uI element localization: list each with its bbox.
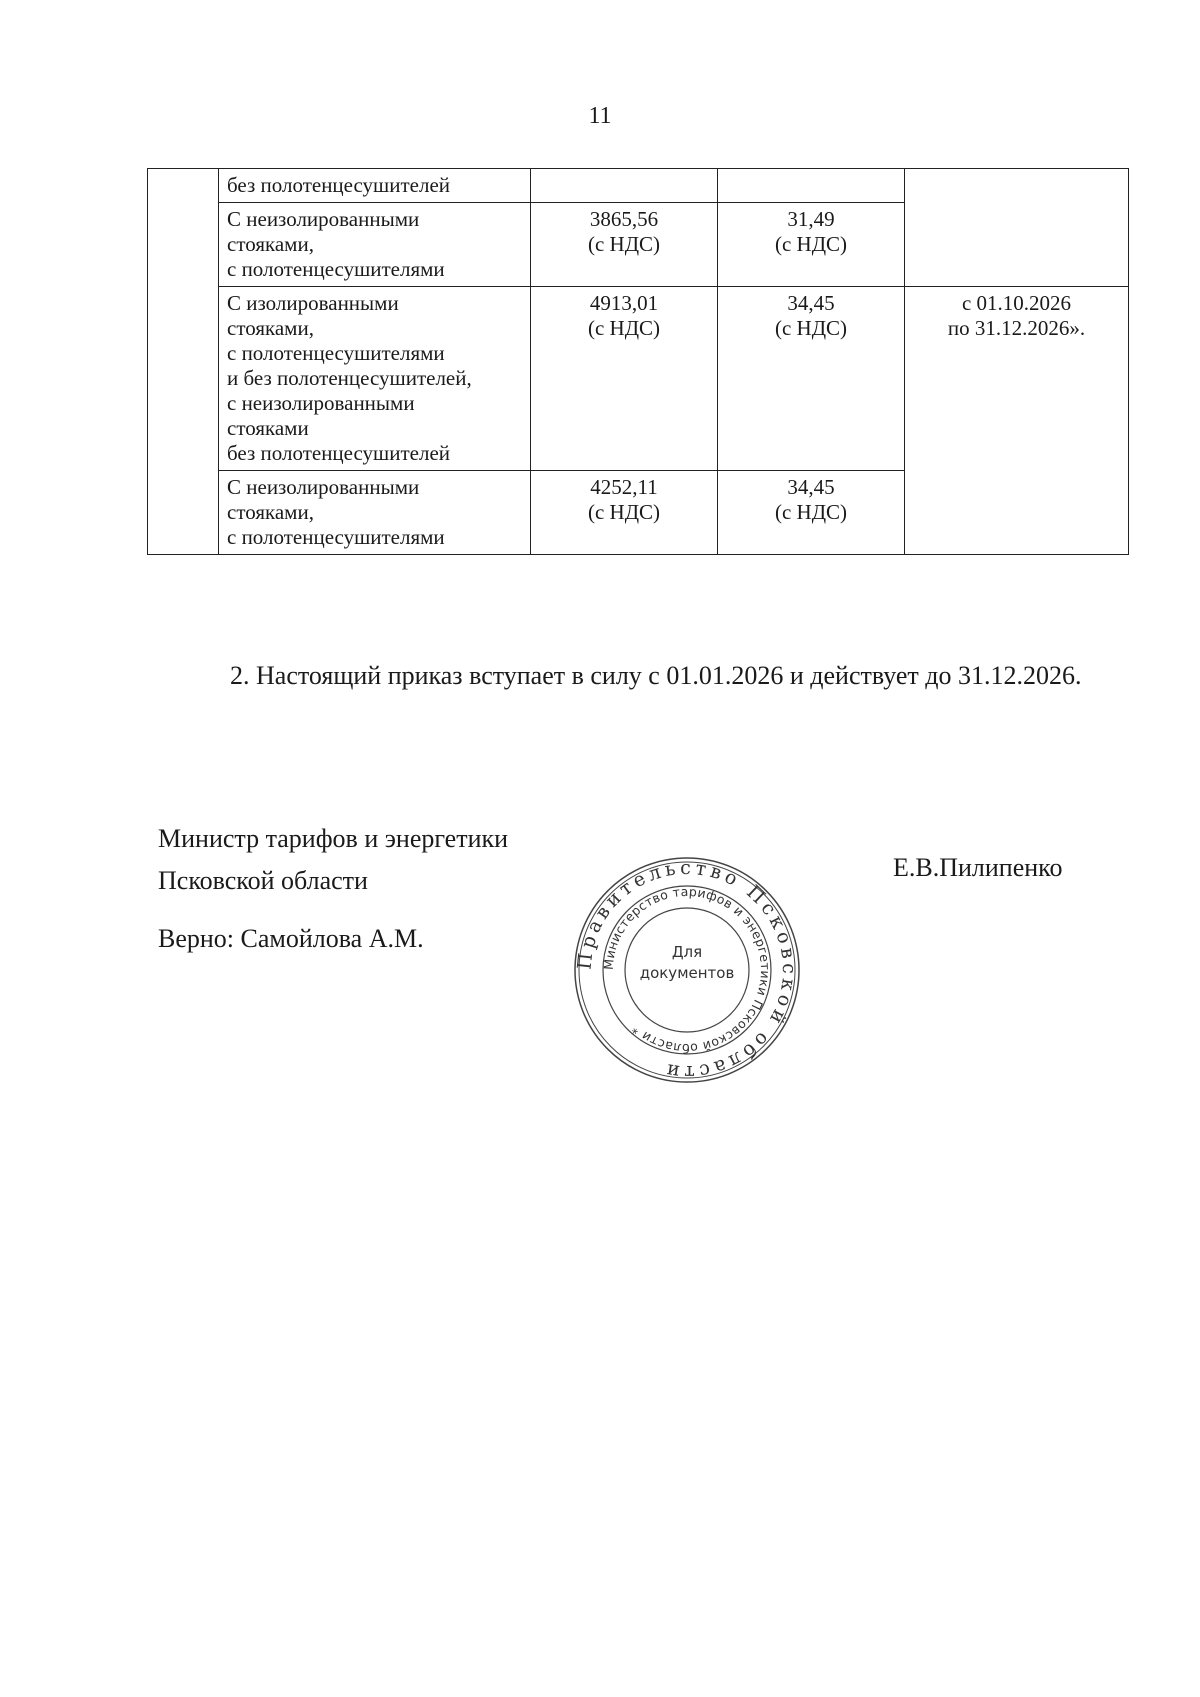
rate-value-cell [718,169,905,203]
rate-value-cell: 34,45 (с НДС) [718,287,905,471]
official-stamp [572,855,802,1085]
signer-name: Е.В.Пилипенко [893,853,1063,882]
description-cell: С неизолированными стояками, с полотенцесушителями [219,471,531,555]
effective-date-paragraph: 2. Настоящий приказ вступает в силу с 01.01.2026 и действует до 31.12.2026. [230,661,1082,690]
tariff-value-cell: 4252,11 (с НДС) [531,471,718,555]
stamp-center-text: Для документов [639,943,735,982]
period-cell-empty [905,169,1129,287]
position-line: Министр тарифов и энергетики [158,824,509,853]
period-cell: с 01.10.2026 по 31.12.2026». [905,287,1129,555]
page-number: 11 [588,103,612,129]
tariff-value-cell: 4913,01 (с НДС) [531,287,718,471]
table-row [148,169,1129,203]
rate-value-cell: 34,45 (с НДС) [718,471,905,555]
tariff-value-cell: 3865,56 (с НДС) [531,203,718,287]
position-line: Псковской области [158,866,368,895]
table-row [148,287,1129,471]
description-cell: без полотенцесушителей [219,169,531,203]
rate-value-cell: 31,49 (с НДС) [718,203,905,287]
stamp-outer-text: Правительство Псковской области [573,856,801,1084]
tariff-table [147,168,1129,555]
stamp-inner-ring-text: Министерство тарифов и энергетики Псковской области * [600,883,774,1057]
description-cell: С неизолированными стояками, с полотенцесушителями [219,203,531,287]
row-number-cell [148,169,219,555]
tariff-value-cell [531,169,718,203]
certified-copy-note: Верно: Самойлова А.М. [158,924,424,953]
description-cell: С изолированными стояками, с полотенцесушителями и без полотенцесушителей, с неизолированными стояками без полотенцесушителей [219,287,531,471]
signer-position [158,818,508,902]
